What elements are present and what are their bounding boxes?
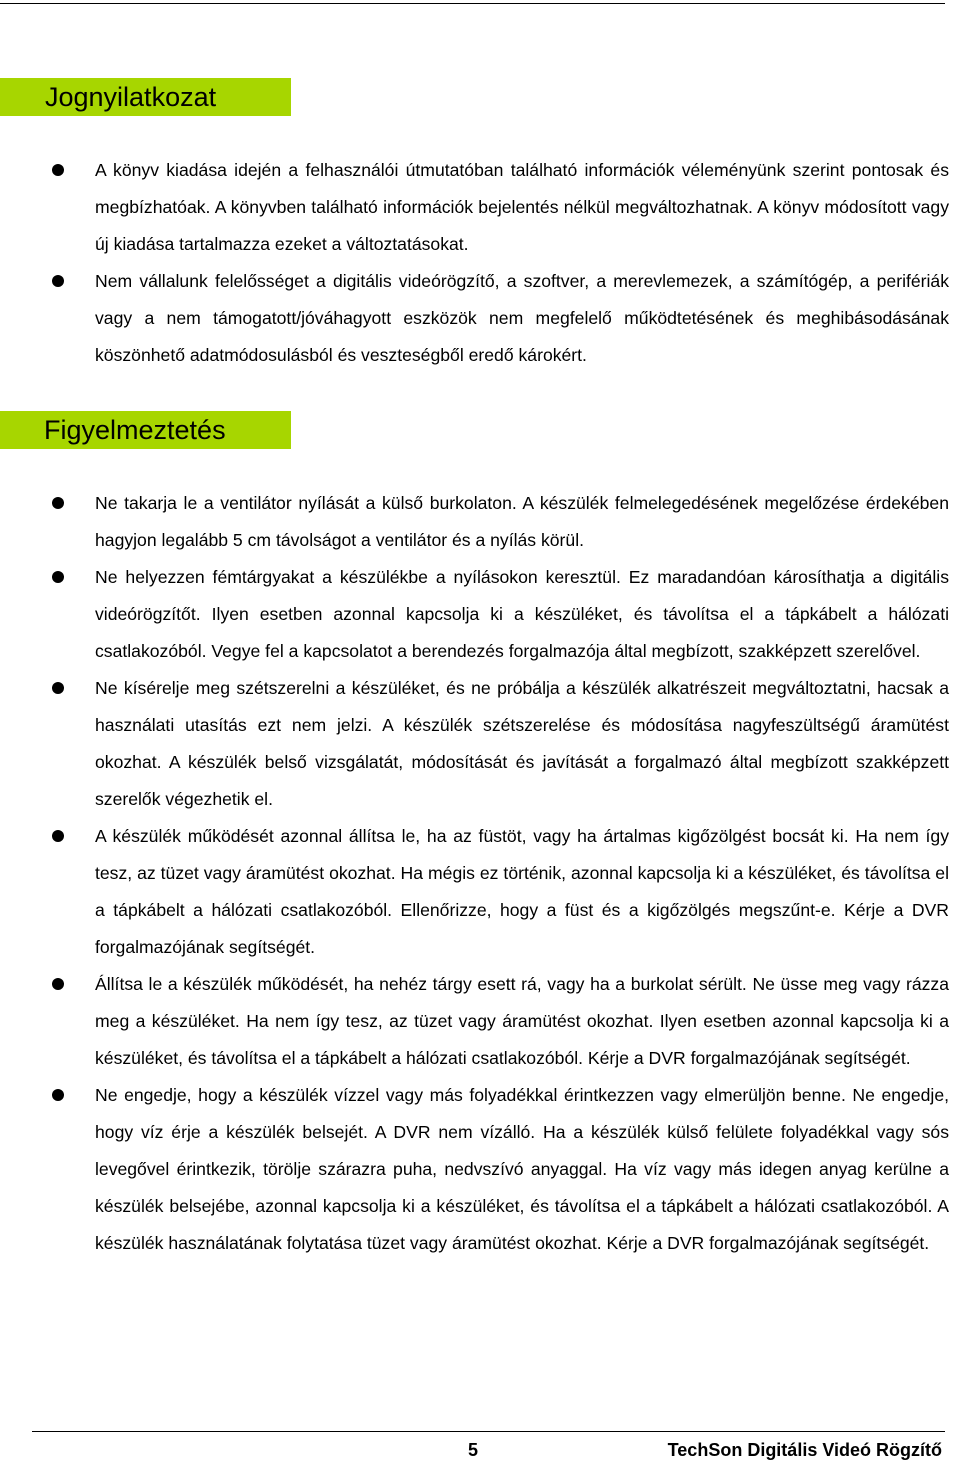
bullet-icon: [52, 571, 64, 583]
bullet-icon: [52, 978, 64, 990]
list-item-text: Ne kísérelje meg szétszerelni a készüléket, és ne próbálja a készülék alkatrészeit megváltoztatni, hacsak a használati utasítás ezt nem jelzi. A készülék szétszerelése és módosítása nagyfeszültségű áramütést okozhat. A készülék belső vizsgálatát, módosítását és javítását a forgalmazó által megbízott szakképzett szerelők végezhetik el.: [95, 678, 949, 809]
list-item: [95, 263, 949, 374]
bullet-icon: [52, 830, 64, 842]
footer-title: TechSon Digitális Videó Rögzítő: [667, 1440, 942, 1460]
section-heading-warning: Figyelmeztetés: [0, 411, 291, 449]
bullet-icon: [52, 164, 64, 176]
list-item-text: A készülék működését azonnal állítsa le, ha az füstöt, vagy ha ártalmas kigőzölgést bocsát ki. Ha nem így tesz, az tüzet vagy áramütést okozhat. Ha mégis ez történik, azonnal kapcsolja ki a készüléket, és távolítsa el a tápkábelt a hálózati csatlakozóból. Ellenőrizze, hogy a füst és a kigőzölgés megszűnt-e. Kérje a DVR forgalmazójának segítségét.: [95, 826, 949, 957]
footer-rule: [32, 1431, 945, 1432]
list-item-text: Állítsa le a készülék működését, ha nehéz tárgy esett rá, vagy ha a burkolat sérült. Ne üsse meg vagy rázza meg a készüléket. Ha nem így tesz, az tüzet vagy áramütést okozhat. Ilyen esetben azonnal kapcsolja ki a készüléket, és távolítsa el a tápkábelt a hálózati csatlakozóból. Kérje a DVR forgalmazójának segítségét.: [95, 974, 949, 1068]
bullet-icon: [52, 497, 64, 509]
list-item-text: Ne takarja le a ventilátor nyílását a külső burkolaton. A készülék felmelegedésének megelőzése érdekében hagyjon legalább 5 cm távolságot a ventilátor és a nyílás körül.: [95, 493, 949, 550]
top-rule: [0, 3, 945, 4]
warning-list: [0, 485, 949, 1262]
bullet-icon: [52, 682, 64, 694]
list-item: [95, 1077, 949, 1262]
list-item-text: Nem vállalunk felelősséget a digitális videórögzítő, a szoftver, a merevlemezek, a számítógép, a perifériák vagy a nem támogatott/jóváhagyott eszközök nem megfelelő működtetésének és meghibásodásának köszönhető adatmódosulásból és veszteségből eredő károkért.: [95, 271, 949, 365]
disclaimer-list: [0, 152, 949, 374]
list-item: [95, 485, 949, 559]
list-item-text: A könyv kiadása idején a felhasználói útmutatóban található információk véleményünk szerint pontosak és megbízhatóak. A könyvben található információk bejelentés nélkül megváltozhatnak. A könyv módosított vagy új kiadása tartalmazza ezeket a változtatásokat.: [95, 160, 949, 254]
list-item: [95, 818, 949, 966]
list-item-text: Ne helyezzen fémtárgyakat a készülékbe a nyílásokon keresztül. Ez maradandóan károsíthatja a digitális videórögzítőt. Ilyen esetben azonnal kapcsolja ki a készüléket, és távolítsa el a tápkábelt a hálózati csatlakozóból. Vegye fel a kapcsolatot a berendezés forgalmazója által megbízott, szakképzett szerelővel.: [95, 567, 949, 661]
section-heading-disclaimer: Jognyilatkozat: [0, 78, 291, 116]
list-item: [95, 966, 949, 1077]
list-item-text: Ne engedje, hogy a készülék vízzel vagy más folyadékkal érintkezzen vagy elmerüljön benne. Ne engedje, hogy víz érje a készülék belsejét. A DVR nem vízálló. Ha a készülék külső felülete folyadékkal vagy sós levegővel érintkezik, törölje szárazra puha, nedvszívó anyaggal. Ha víz vagy más idegen anyag kerülne a készülék belsejébe, azonnal kapcsolja ki a készüléket, és távolítsa el a tápkábelt a hálózati csatlakozóból. A készülék használatának folytatása tüzet vagy áramütést okozhat. Kérje a DVR forgalmazójának segítségét.: [95, 1085, 949, 1253]
list-item: [95, 152, 949, 263]
page-number: 5: [468, 1440, 479, 1460]
list-item: [95, 559, 949, 670]
bullet-icon: [52, 275, 64, 287]
list-item: [95, 670, 949, 818]
bullet-icon: [52, 1089, 64, 1101]
